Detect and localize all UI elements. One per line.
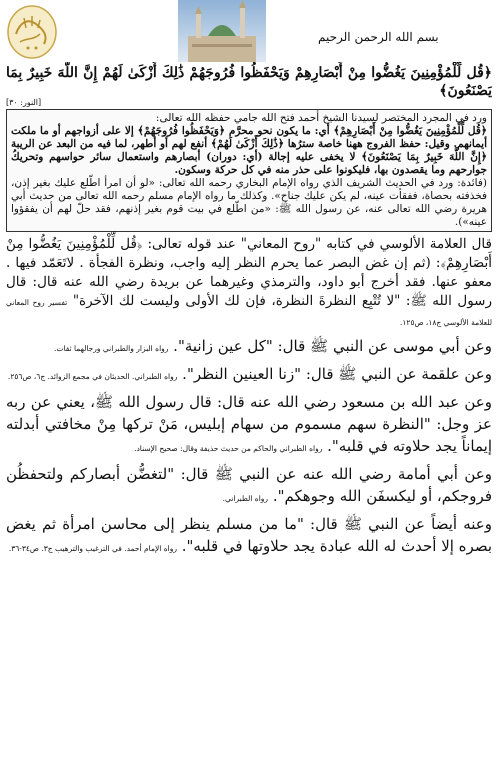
tafsir-box bbox=[6, 109, 492, 232]
alusi-paragraph bbox=[6, 235, 492, 332]
basmala: بسم الله الرحمن الرحيم bbox=[318, 30, 439, 44]
hadith-source: رواه البزار والطبراني ورجالهما ثقات. bbox=[54, 344, 169, 353]
hadith-text: وعن أبي أمامة رضي الله عنه عن النبي ﷺ قال: "لتغضُّن أبصاركم ولتحفظُن فروجكم، أو ليكسفَن الله وجوهكم". bbox=[6, 465, 492, 505]
tafsir-text: ﴿قُل لِّلْمُؤْمِنِينَ يَغُضُّوا مِنْ أَبْصَارِهِمْ﴾ أي: ما يكون نحو محرَّم ﴿وَيَحْفَظُوا فُرُوجَهُمْ﴾ إلا على أزواجهم أو ما ملكت أيمانهم. وقيل: حفظ الفروج ههنا خاصة سترُها ﴿ذَٰلِكَ أَزْكَىٰ لَهُمْ﴾ أنفع لهم أو أطهر، لما فيه من البعد عن الريبة ﴿إِنَّ اللَّهَ خَبِيرٌ بِمَا يَصْنَعُونَ﴾ لا يخفى عليه إجالة (أي: دوران) أبصارهم واستعمال سائر حواسهم وتحريكُ جوارحهم وما يقصدون بها، فليكونوا على حذر منه في كل حركة وسكون. bbox=[11, 125, 487, 176]
hadith-source: رواه الطبراني. bbox=[222, 494, 269, 503]
calligraphy-seal-logo bbox=[6, 4, 58, 60]
hadith-source: رواه الإمام أحمد. في الترغيب والترهيب ج٣. ص٣٤-٣٦. bbox=[8, 544, 177, 553]
hadith-text: وعن أبي موسى عن النبي ﷺ قال: "كل عين زانية". bbox=[173, 337, 492, 355]
verse-text: ﴿قُل لِّلْمُؤْمِنِينَ يَغُضُّوا مِنْ أَبْصَارِهِمْ وَيَحْفَظُوا فُرُوجَهُمْ ذَٰلِكَ أَزْكَىٰ لَهُمْ إِنَّ اللَّهَ خَبِيرٌ بِمَا يَصْنَعُونَ﴾ bbox=[6, 65, 492, 99]
header bbox=[0, 0, 498, 62]
hadith-text: وعن عبد الله بن مسعود رضي الله عنه قال: قال رسول الله ﷺ، يعني عن ربه عز وجل: "النظرة سهم مسموم من سهام إبليس، مَنْ تركها مِنْ مخافتي أبدلته إيماناً يجد حلاوته في قلبه". bbox=[6, 393, 492, 455]
hadith-paragraph bbox=[6, 391, 492, 460]
document-body bbox=[6, 62, 492, 776]
hadith-text: وعنه أيضاً عن النبي ﷺ قال: "ما من مسلم ينظر إلى محاسن امرأة ثم يغض بصره إلا أحدث له الله عبادة يجد حلاوتها في قلبه". bbox=[6, 515, 492, 555]
mosque-image bbox=[178, 0, 266, 62]
alusi-reference: تفسير روح المعاني للعلامة الألوسي ج١٨، ص١٢٥. bbox=[6, 298, 492, 327]
hadith-source: رواه الطبراني. الحديثان في مجمع الزوائد. ج٦، ص٢٥٦. bbox=[7, 372, 178, 381]
verse-reference: [النور: ٣٠] bbox=[6, 98, 42, 107]
hadith-paragraph bbox=[6, 463, 492, 510]
tafsir-intro: ورد في المجرد المختصر لسيدنا الشيخ أحمد فتح الله جامي حفظه الله تعالى: bbox=[155, 112, 487, 124]
hadith-paragraph bbox=[6, 363, 492, 388]
hadith-paragraph bbox=[6, 335, 492, 360]
hadith-text: وعن علقمة عن النبي ﷺ قال: "زنا العينين النظر". bbox=[182, 365, 492, 383]
hadith-paragraph bbox=[6, 513, 492, 560]
hadith-source: رواه الطبراني والحاكم من حديث حذيفة وقال: صحيح الإسناد. bbox=[134, 444, 323, 453]
alusi-text: قال العلامة الألوسي في كتابه "روح المعاني" عند قوله تعالى: ﴿قُل لِّلْمُؤْمِنِينَ يَغُضُّوا مِنْ أَبْصَارِهِمْ﴾: (ثم إن غض البصر عما يحرم النظر إليه واجب، ونظرة الفجأة . لاتَعَمّد فيها . معفو عنها. فقد أخرج أبو داود، والترمذي وغيرهما عن بريدة رضي الله عنه قال: قال رسول الله ﷺ: "لا تُتْبِع النظرةَ النظرة، فإن لك الأولى وليست لك الآخرة" bbox=[6, 236, 492, 309]
fayda-text: (فائدة: ورد في الحديث الشريف الذي رواه الإمام البخاري رحمه الله تعالى: «لو أن امرأ اطّلع عليك بغير إذن، فخذفته بحصاة، ففقأت عينه، لم يكن عليك جناح». وكذلك ما رواه الإمام مسلم رحمه الله تعالى من حديث أبي هريرة رضي الله تعالى عنه، عن رسول الله ﷺ: «من اطّلع في بيت قوم بغير إذنهم، فقد حلّ لهم أن يفقؤوا عينه»). bbox=[11, 177, 487, 228]
